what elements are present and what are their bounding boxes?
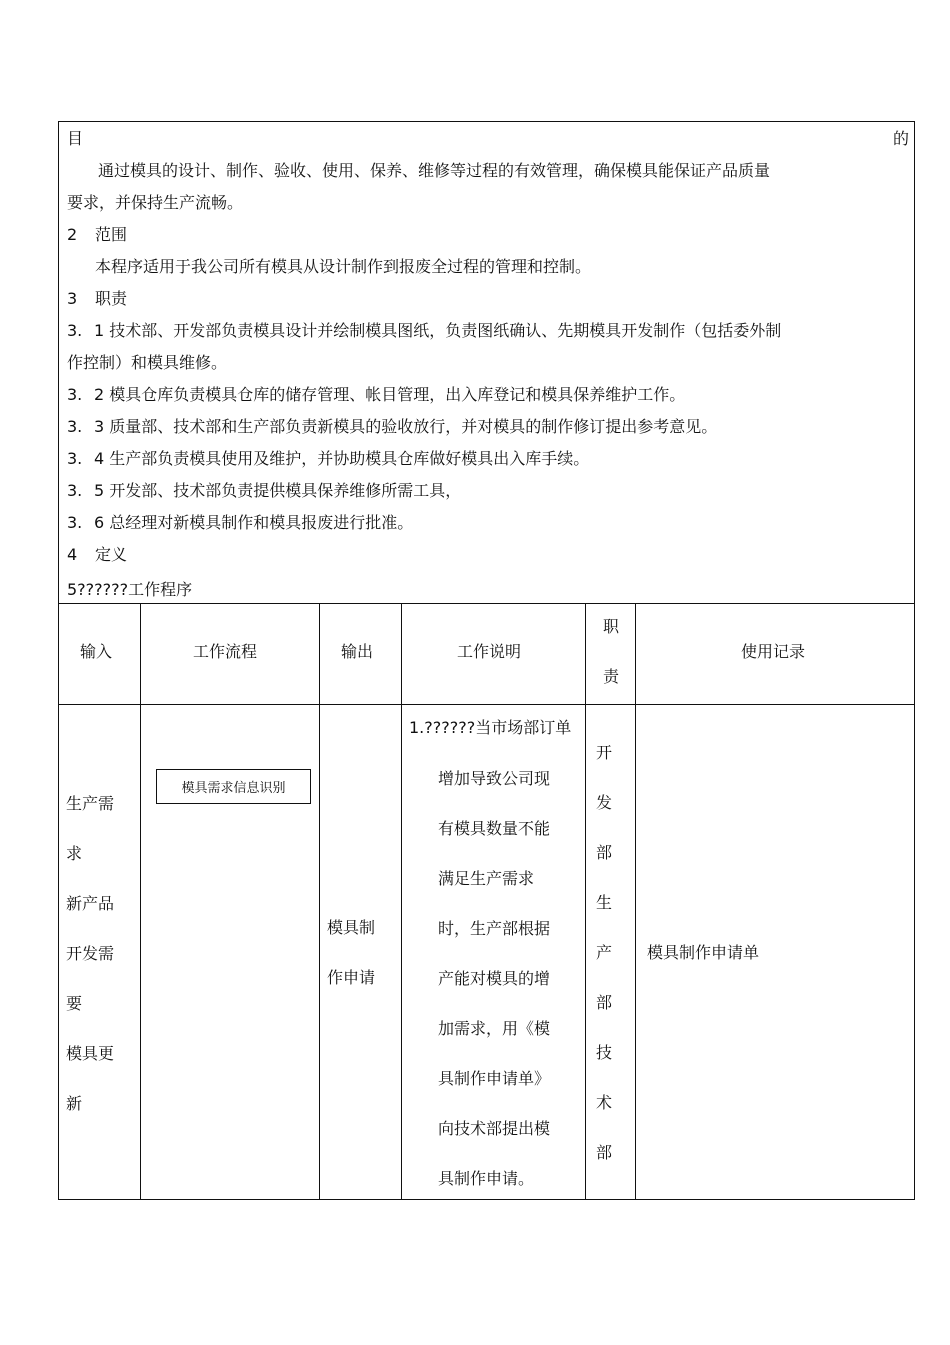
duty-char: 发 xyxy=(596,793,613,812)
description-line: 产能对模具的增 xyxy=(438,969,551,988)
column-divider xyxy=(140,603,141,1199)
column-divider xyxy=(585,603,586,1199)
output-cell xyxy=(327,903,375,1003)
duty-3-number: 3. xyxy=(67,417,83,436)
description-line: 加需求，用《模 xyxy=(438,1019,551,1038)
header-duty-char-1: 职 xyxy=(603,617,620,636)
output-line: 模具制 xyxy=(327,918,376,937)
description-first-line: 1.??????当市场部订单 xyxy=(409,718,572,737)
section-3-number: 3 xyxy=(67,289,78,308)
section-4-number: 4 xyxy=(67,545,78,564)
duty-1-number: 3. xyxy=(67,321,83,340)
record-cell: 模具制作申请单 xyxy=(647,943,760,962)
procedure-table xyxy=(58,121,915,1200)
duty-5-text: 5 开发部、技术部负责提供模具保养维修所需工具， xyxy=(94,481,462,500)
table-header-rule xyxy=(59,704,914,705)
duty-cell xyxy=(596,728,612,1178)
description-line: 满足生产需求 xyxy=(438,869,535,888)
header-workflow: 工作流程 xyxy=(193,642,258,661)
duty-char: 开 xyxy=(596,743,613,762)
input-cell xyxy=(66,779,114,1129)
table-top-rule xyxy=(59,603,914,604)
column-divider xyxy=(401,603,402,1199)
duty-1-line-1: 1 技术部、开发部负责模具设计并绘制模具图纸，负责图纸确认、先期模具开发制作（包括委外制 xyxy=(94,321,782,340)
section-3-title: 职责 xyxy=(95,289,128,308)
description-line: 向技术部提出模 xyxy=(438,1119,551,1138)
duty-char: 部 xyxy=(596,993,613,1012)
input-line: 开发需 xyxy=(66,944,115,963)
input-line: 生产需 xyxy=(66,794,115,813)
duty-4-number: 3. xyxy=(67,449,83,468)
section-2-number: 2 xyxy=(67,225,78,244)
section-5-label: 5??????工作程序 xyxy=(67,580,193,599)
column-divider xyxy=(635,603,636,1199)
section-4-title: 定义 xyxy=(95,545,128,564)
input-line: 要 xyxy=(66,994,83,1013)
duty-char: 部 xyxy=(596,843,613,862)
description-line: 有模具数量不能 xyxy=(438,819,551,838)
duty-char: 术 xyxy=(596,1093,613,1112)
duty-char: 部 xyxy=(596,1143,613,1162)
header-right: 的 xyxy=(893,129,910,148)
header-records: 使用记录 xyxy=(741,642,806,661)
column-divider xyxy=(319,603,320,1199)
output-line: 作申请 xyxy=(327,968,376,987)
duty-char: 技 xyxy=(596,1043,613,1062)
purpose-line-2: 要求，并保持生产流畅。 xyxy=(67,193,244,212)
header-left: 目 xyxy=(67,129,84,148)
section-2-title: 范围 xyxy=(95,225,128,244)
description-line: 具制作申请单》 xyxy=(438,1069,551,1088)
header-input: 输入 xyxy=(80,642,113,661)
header-duty-char-2: 责 xyxy=(603,667,620,686)
duty-6-number: 3. xyxy=(67,513,83,532)
input-line: 新 xyxy=(66,1094,83,1113)
section-2-body: 本程序适用于我公司所有模具从设计制作到报废全过程的管理和控制。 xyxy=(95,257,592,276)
duty-2-text: 2 模具仓库负责模具仓库的储存管理、帐目管理，出入库登记和模具保养维护工作。 xyxy=(94,385,686,404)
purpose-line-1: 通过模具的设计、制作、验收、使用、保养、维修等过程的有效管理，确保模具能保证产品质量 xyxy=(98,161,771,180)
header-description: 工作说明 xyxy=(457,642,522,661)
duty-6-text: 6 总经理对新模具制作和模具报废进行批准。 xyxy=(94,513,414,532)
duty-1-line-2: 作控制）和模具维修。 xyxy=(67,353,228,372)
description-line: 时，生产部根据 xyxy=(438,919,551,938)
duty-char: 生 xyxy=(596,893,613,912)
input-line: 模具更 xyxy=(66,1044,115,1063)
duty-4-text: 4 生产部负责模具使用及维护，并协助模具仓库做好模具出入库手续。 xyxy=(94,449,590,468)
duty-2-number: 3. xyxy=(67,385,83,404)
input-line: 新产品 xyxy=(66,894,115,913)
header-output: 输出 xyxy=(341,642,374,661)
input-line: 求 xyxy=(66,844,83,863)
duty-char: 产 xyxy=(596,943,613,962)
flowchart-node: 模具需求信息识别 xyxy=(156,769,311,804)
duty-5-number: 3. xyxy=(67,481,83,500)
description-line: 增加导致公司现 xyxy=(438,769,551,788)
description-line: 具制作申请。 xyxy=(438,1169,535,1188)
description-cell xyxy=(438,754,550,1204)
duty-3-text: 3 质量部、技术部和生产部负责新模具的验收放行，并对模具的制作修订提出参考意见。 xyxy=(94,417,718,436)
